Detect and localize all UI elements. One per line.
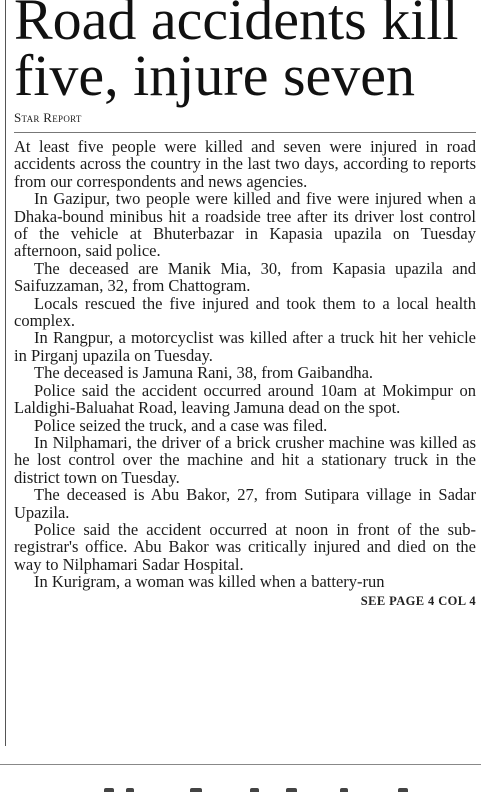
- byline-divider: [14, 132, 476, 133]
- page-divider: [0, 764, 481, 765]
- headline: [14, 0, 476, 108]
- cropped-glyph: [286, 788, 297, 792]
- cropped-glyph: [250, 788, 259, 792]
- headline-line-2: five, injure seven: [14, 43, 416, 108]
- cropped-glyph: [126, 788, 134, 792]
- cropped-glyph: [398, 788, 408, 792]
- paragraph: Police said the accident occurred at noon in front of the sub-registrar's office. Abu Bakor was critically injured and died on the way to Nilphamari Sadar Hospital.: [14, 519, 476, 574]
- paragraph: Police said the accident occurred around 10am at Mokimpur on Laldighi-Baluahat Road, leaving Jamuna dead on the spot.: [14, 380, 476, 418]
- paragraph: In Rangpur, a motorcyclist was killed after a truck hit her vehicle in Pirganj upazila on Tuesday.: [14, 328, 476, 365]
- continuation-jump-line: SEE PAGE 4 COL 4: [360, 593, 476, 608]
- paragraph: The deceased is Abu Bakor, 27, from Sutipara village in Sadar Upazila.: [14, 485, 476, 522]
- paragraph: In Gazipur, two people were killed and five were injured when a Dhaka-bound minibus hit a roadside tree after its driver lost control of the vehicle at Bhuterbazar in Kapasia upazila on Tuesday afternoon, said police.: [14, 189, 476, 261]
- next-article-bleed: [0, 786, 481, 792]
- cropped-glyph: [340, 788, 348, 792]
- cropped-glyph: [104, 788, 114, 792]
- paragraph: Police seized the truck, and a case was filed.: [34, 415, 328, 435]
- article-body: [14, 138, 476, 591]
- news-article: [14, 0, 476, 609]
- headline-line-1: Road accidents kill: [14, 0, 459, 52]
- paragraph: At least five people were killed and seven were injured in road accidents across the country in the last two days, according to reports from our correspondents and news agencies.: [14, 137, 476, 191]
- paragraph: Locals rescued the five injured and took them to a local health complex.: [14, 293, 476, 331]
- paragraph: The deceased are Manik Mia, 30, from Kapasia upazila and Saifuzzaman, 32, from Chattogram.: [14, 258, 476, 296]
- byline: Star Report: [14, 110, 82, 125]
- column-rule-left: [5, 0, 6, 746]
- cropped-glyph: [190, 788, 202, 792]
- paragraph: In Kurigram, a woman was killed when a battery-run: [34, 572, 385, 592]
- paragraph: In Nilphamari, the driver of a brick crusher machine was killed as he lost control over the machine and hit a stationary truck in the district town on Tuesday.: [14, 432, 476, 487]
- paragraph: The deceased is Jamuna Rani, 38, from Gaibandha.: [34, 363, 374, 383]
